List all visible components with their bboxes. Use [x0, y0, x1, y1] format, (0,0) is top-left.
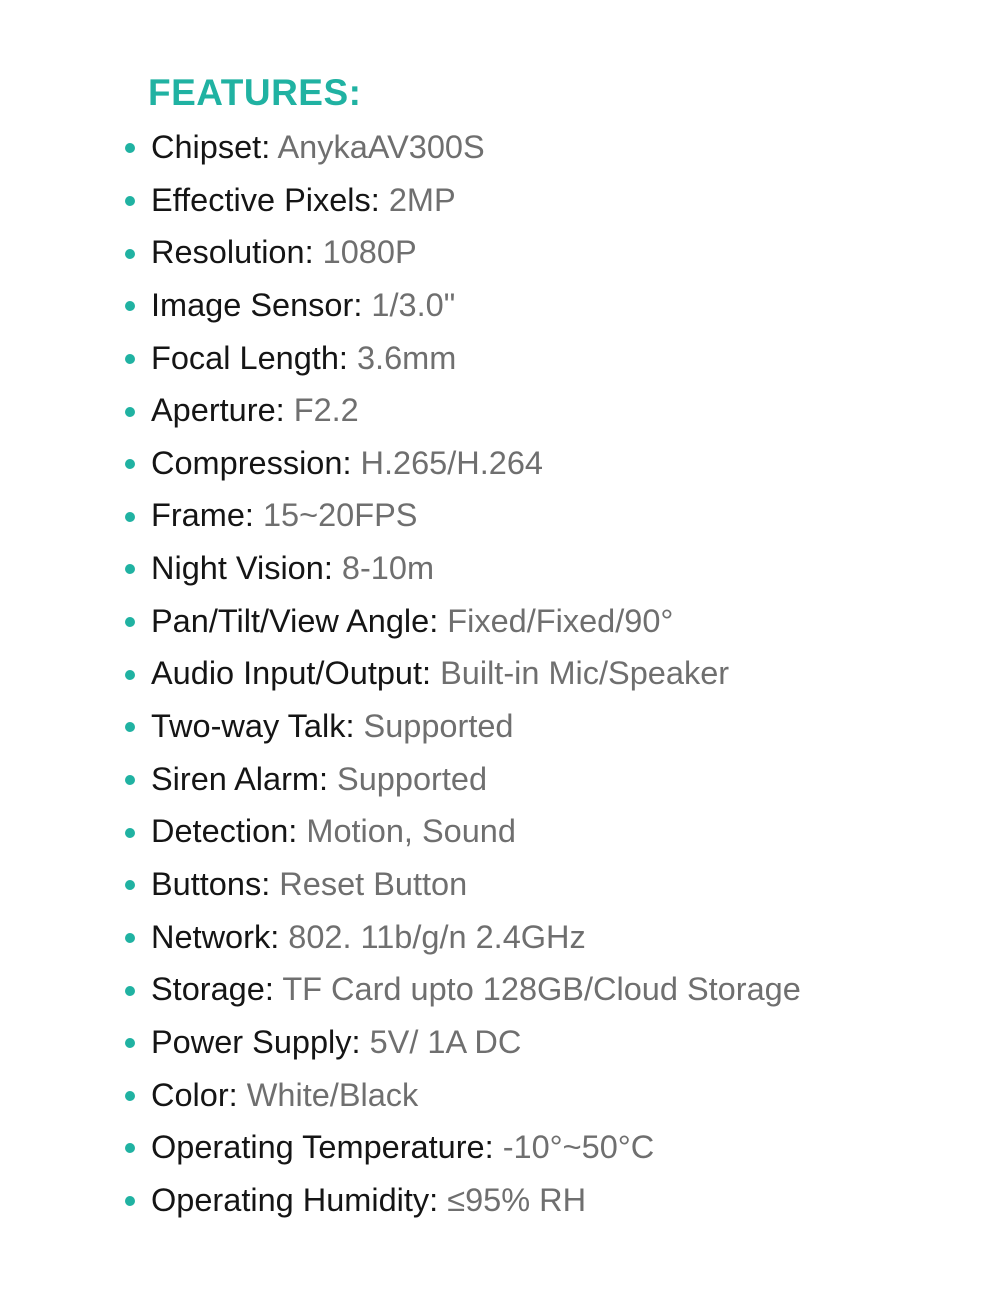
bullet-icon	[125, 722, 135, 732]
feature-value: 8-10m	[341, 550, 435, 587]
bullet-icon	[125, 196, 135, 206]
feature-item	[0, 647, 1000, 700]
feature-value: 802. 11b/g/n 2.4GHz	[288, 918, 586, 955]
bullet-icon	[125, 407, 135, 417]
bullet-icon	[125, 933, 135, 943]
bullet-icon	[125, 986, 135, 996]
feature-label: Effective Pixels:	[151, 181, 380, 218]
feature-value: 3.6mm	[356, 339, 457, 376]
bullet-icon	[125, 249, 135, 259]
bullet-icon	[125, 301, 135, 311]
feature-label: Detection:	[151, 813, 298, 850]
feature-item	[0, 121, 1000, 174]
feature-item	[0, 489, 1000, 542]
bullet-icon	[125, 512, 135, 522]
feature-item	[0, 332, 1000, 385]
feature-label: Aperture:	[151, 392, 285, 429]
feature-value: 5V/ 1A DC	[369, 1023, 522, 1060]
feature-value: 1080P	[322, 234, 417, 271]
feature-item	[0, 1069, 1000, 1122]
bullet-icon	[125, 670, 135, 680]
feature-item	[0, 1174, 1000, 1227]
feature-label: Focal Length:	[151, 339, 348, 376]
feature-value: Supported	[363, 708, 514, 745]
bullet-icon	[125, 1091, 135, 1101]
feature-value: 1/3.0"	[371, 286, 456, 323]
feature-value: Built-in Mic/Speaker	[440, 655, 730, 692]
bullet-icon	[125, 1143, 135, 1153]
feature-value: Motion, Sound	[306, 813, 516, 850]
feature-item	[0, 805, 1000, 858]
feature-value: Reset Button	[279, 865, 468, 902]
bullet-icon	[125, 880, 135, 890]
feature-label: Audio Input/Output:	[151, 655, 432, 692]
feature-label: Power Supply:	[151, 1023, 361, 1060]
feature-label: Frame:	[151, 497, 254, 534]
feature-label: Chipset:	[151, 129, 271, 165]
feature-item	[0, 437, 1000, 490]
feature-value: F2.2	[293, 392, 359, 429]
feature-item	[0, 858, 1000, 911]
feature-label: Buttons:	[151, 865, 271, 902]
bullet-icon	[125, 828, 135, 838]
bullet-icon	[125, 564, 135, 574]
feature-value: TF Card upto 128GB/Cloud Storage	[282, 971, 801, 1008]
feature-value: 15~20FPS	[262, 497, 418, 534]
feature-label: Resolution:	[151, 234, 314, 271]
feature-label: Operating Temperature:	[151, 1129, 494, 1166]
feature-item	[0, 595, 1000, 648]
feature-value: Supported	[337, 760, 488, 797]
feature-label: Image Sensor:	[151, 286, 363, 323]
feature-label: Night Vision:	[151, 550, 333, 587]
feature-label: Storage:	[151, 971, 274, 1008]
feature-label: Network:	[151, 918, 280, 955]
bullet-icon	[125, 1196, 135, 1206]
feature-item	[0, 384, 1000, 437]
bullet-icon	[125, 354, 135, 364]
feature-item	[0, 279, 1000, 332]
bullet-icon	[125, 459, 135, 469]
bullet-icon	[125, 1038, 135, 1048]
bullet-icon	[125, 775, 135, 785]
feature-label: Color:	[151, 1076, 238, 1113]
feature-label: Compression:	[151, 444, 352, 481]
feature-label: Pan/Tilt/View Angle:	[151, 602, 439, 639]
feature-value: -10°~50°C	[502, 1129, 655, 1166]
feature-item	[0, 1121, 1000, 1174]
feature-item	[0, 963, 1000, 1016]
feature-label: Operating Humidity:	[151, 1181, 439, 1218]
feature-item	[0, 753, 1000, 806]
feature-value: 2MP	[388, 181, 456, 218]
feature-value: H.265/H.264	[360, 444, 544, 481]
feature-label: Two-way Talk:	[151, 708, 355, 745]
feature-item	[0, 226, 1000, 279]
feature-item	[0, 1016, 1000, 1069]
feature-item	[0, 542, 1000, 595]
feature-item	[0, 911, 1000, 964]
feature-item	[0, 174, 1000, 227]
features-list	[0, 121, 1000, 1226]
feature-label: Siren Alarm:	[151, 760, 329, 797]
feature-value: Fixed/Fixed/90°	[447, 602, 674, 639]
feature-value: AnykaAV300S	[277, 129, 485, 165]
feature-value: White/Black	[246, 1076, 419, 1113]
features-heading: FEATURES:	[148, 72, 362, 113]
bullet-icon	[125, 617, 135, 627]
feature-item	[0, 700, 1000, 753]
bullet-icon	[125, 143, 135, 153]
feature-value: ≤95% RH	[447, 1181, 587, 1218]
